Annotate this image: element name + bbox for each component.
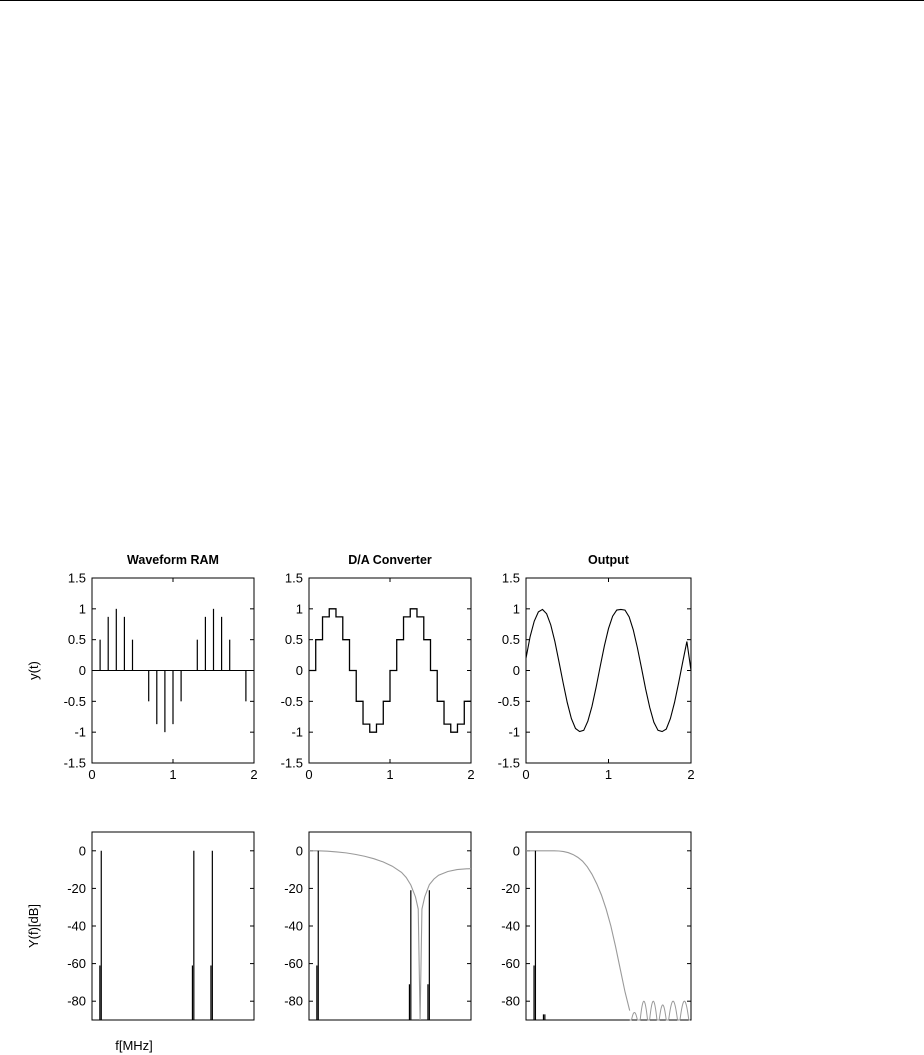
ytick-label: -20 (501, 880, 520, 896)
series-sidelobe (667, 1001, 678, 1020)
series-sidelobe (679, 1001, 690, 1020)
xtick-label: 1 (169, 767, 177, 782)
ytick-label: -0.5 (497, 693, 520, 709)
panel-waveform-ram (26, 553, 258, 782)
xtick-label: 0 (88, 767, 96, 782)
xtick-label: 2 (467, 767, 475, 782)
xtick-label: 0 (522, 767, 530, 782)
series-line (309, 609, 471, 732)
ytick-label: -40 (67, 918, 86, 934)
ytick-label: 1 (78, 601, 86, 617)
ytick-label: -1 (508, 724, 520, 740)
ytick-label: -1.5 (280, 755, 303, 771)
ytick-label: 0 (78, 843, 86, 859)
panel-da-converter (281, 553, 475, 782)
ytick-label: -60 (67, 956, 86, 972)
panel-output-spectrum (501, 832, 691, 1020)
xtick-label: 1 (604, 767, 613, 782)
xtick-label: 2 (687, 767, 695, 782)
ytick-label: 0.5 (284, 632, 303, 648)
ytick-label: -1.5 (63, 755, 86, 771)
ytick-label: -80 (501, 993, 520, 1009)
ytick-label: -80 (67, 993, 86, 1009)
series-line (526, 609, 691, 731)
panel-waveform-ram-spectrum (26, 832, 254, 1053)
ytick-label: 0 (512, 843, 520, 859)
ytick-label: 1 (512, 601, 520, 617)
series-line (309, 851, 471, 1020)
ytick-label: -40 (284, 918, 303, 934)
panel-da-converter-spectrum (284, 832, 471, 1020)
series-sidelobe (649, 1001, 658, 1020)
ytick-label: -40 (501, 918, 520, 934)
series-sidelobe (639, 1001, 648, 1020)
ytick-label: 0.5 (67, 632, 86, 648)
ytick-label: -60 (501, 956, 520, 972)
ytick-label: 0.5 (501, 632, 520, 648)
ytick-label: 1.5 (501, 570, 520, 586)
ytick-label: 0 (512, 663, 520, 678)
ytick-label: -1.5 (497, 755, 520, 771)
ytick-label: 1 (295, 601, 303, 617)
ytick-label: -20 (284, 880, 303, 896)
xlabel: f[MHz] (115, 1038, 153, 1053)
ytick-label: -1 (291, 724, 303, 740)
ylabel: Y(f)[dB] (26, 903, 41, 949)
ytick-label: -0.5 (63, 693, 86, 709)
axes-frame (526, 578, 691, 763)
ytick-label: -80 (284, 993, 303, 1009)
panel-output (498, 553, 695, 782)
ytick-label: 1.5 (284, 570, 303, 586)
chart-title: Output (588, 553, 629, 567)
series-sidelobe (658, 1005, 667, 1020)
xtick-label: 2 (250, 767, 258, 782)
ytick-label: 0 (295, 843, 303, 859)
axes-frame (309, 832, 471, 1020)
xtick-label: 0 (305, 767, 313, 782)
series-sidelobe (630, 1012, 639, 1020)
ytick-label: 0 (78, 663, 86, 678)
chart-title: Waveform RAM (127, 553, 219, 567)
ytick-label: -1 (74, 724, 86, 740)
ytick-label: -60 (284, 956, 303, 972)
ytick-label: -0.5 (280, 693, 303, 709)
ylabel: y(t) (26, 661, 41, 680)
series-line (526, 851, 630, 1011)
axes-frame (92, 832, 254, 1020)
chart-title: D/A Converter (348, 553, 432, 567)
ytick-label: 0 (295, 663, 303, 678)
axes-frame (526, 832, 691, 1020)
xtick-label: 1 (386, 767, 394, 782)
ytick-label: 1.5 (67, 570, 86, 586)
ytick-label: -20 (67, 880, 86, 896)
